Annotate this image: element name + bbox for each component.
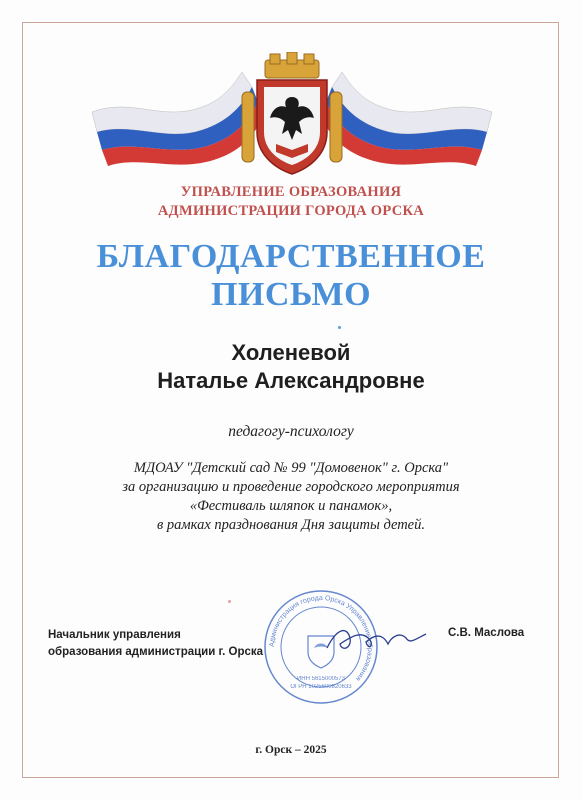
signatory-title [48,627,263,661]
organization-line-2: АДМИНИСТРАЦИИ ГОРОДА ОРСКА [157,203,425,219]
ink-speck [338,326,341,329]
recipient-position: педагогу-психологу [228,423,354,440]
signatory-title-line-2: образования администрации г. Орска [48,646,264,658]
stamp-inn: ИНН 5615000573 [296,676,346,682]
body-line: МДОАУ "Детский сад № 99 "Домовенок" г. Орска" [133,460,449,476]
document-title-line-2: ПИСЬМО [210,276,372,313]
document-title-line-1: БЛАГОДАРСТВЕННОЕ [96,238,486,275]
coat-of-arms-icon [82,52,502,182]
recipient-given-names: Наталье Александровне [157,368,425,393]
organization-line-1: УПРАВЛЕНИЕ ОБРАЗОВАНИЯ [180,184,402,200]
body-line: в рамках празднования Дня защиты детей. [157,517,425,533]
signatory-title-line-1: Начальник управления [48,629,181,641]
stamp-ring-text: Администрация города Орска Управление образования [268,594,374,682]
stamp-ogrn: ОГРН 1025600820633 [290,684,352,690]
body-line: «Фестиваль шляпок и панамок», [189,498,393,514]
body-line: за организацию и проведение городского мероприятия [122,479,460,495]
signer-name: С.В. Маслова [448,627,525,639]
place-and-year: г. Орск – 2025 [255,744,327,756]
recipient-surname: Холеневой [231,340,351,365]
handwritten-signature [322,618,432,658]
ink-speck [228,600,231,603]
